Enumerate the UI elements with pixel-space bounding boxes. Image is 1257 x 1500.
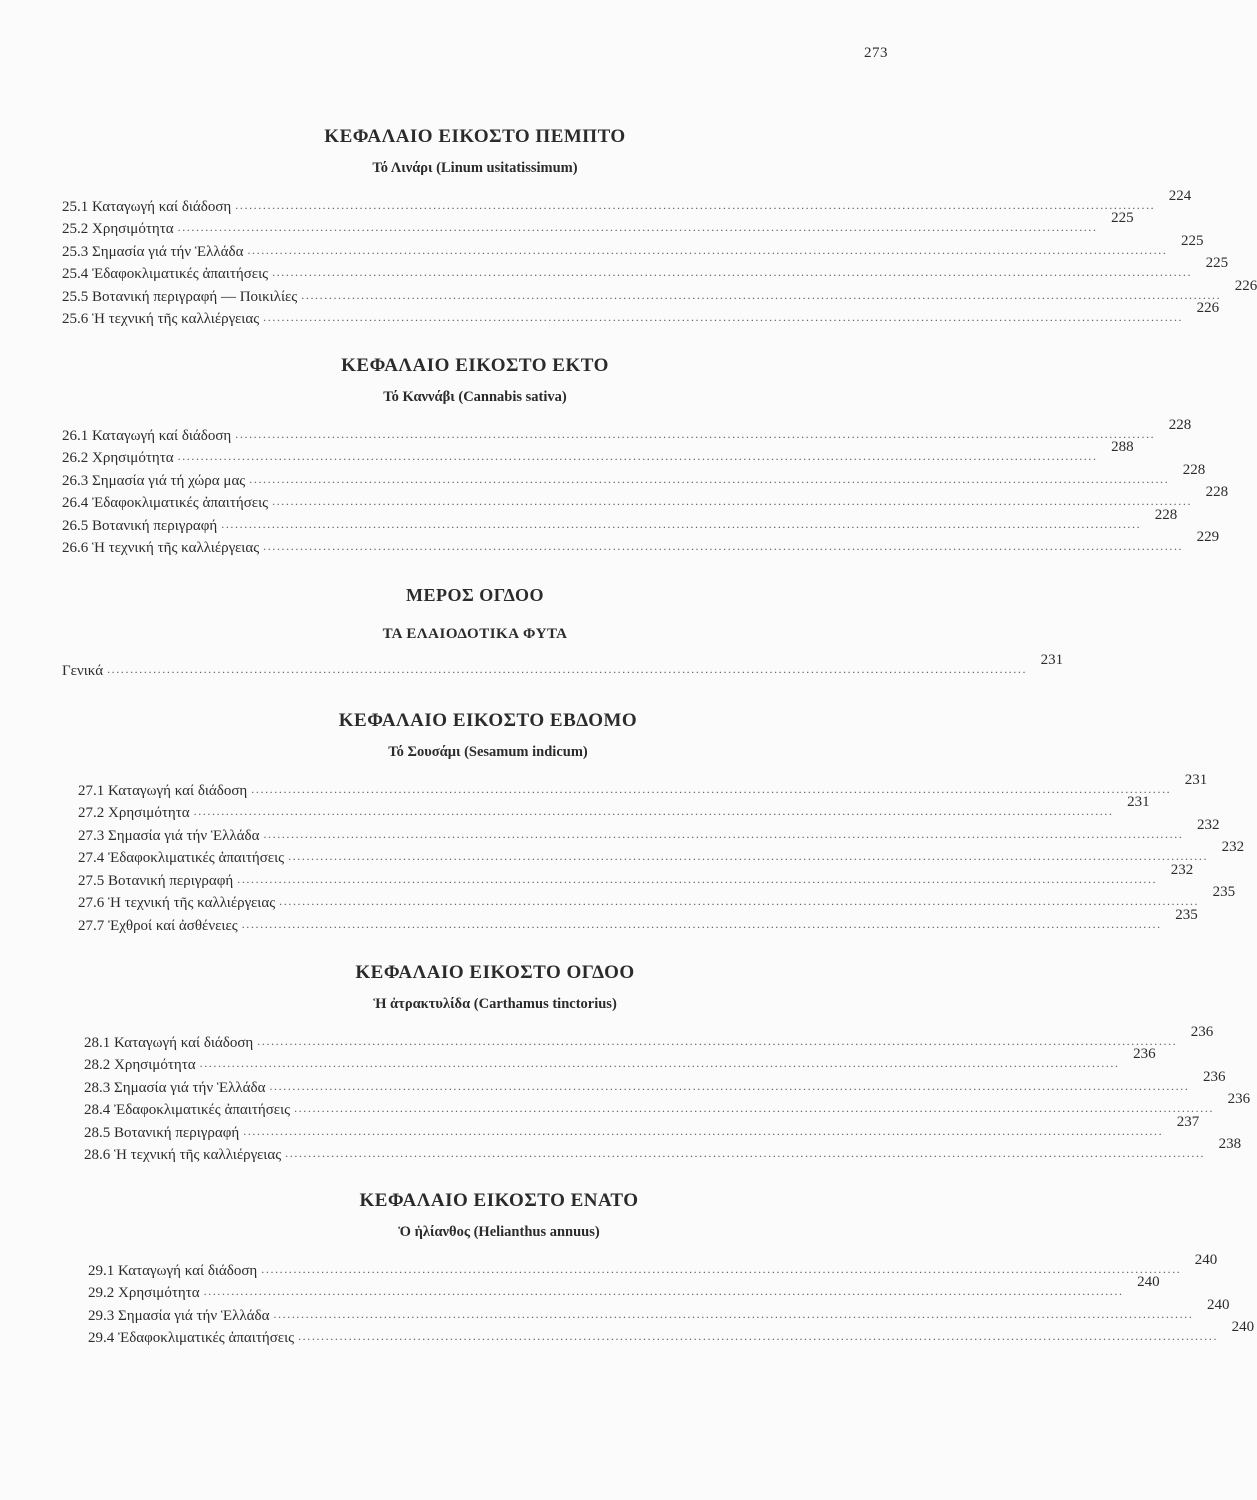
leader-dots: ........................................................................................................................................................................................................ — [177, 220, 1098, 234]
leader-dots: ........................................................................................................................................................................................................ — [107, 661, 1028, 676]
entry-page: 229 — [1196, 529, 1220, 545]
toc-entry[interactable] — [62, 439, 1134, 468]
entry-page: 228 — [1182, 461, 1206, 478]
toc-entry[interactable] — [88, 1296, 1230, 1325]
entry-page: 236 — [1133, 1046, 1156, 1062]
toc-entry[interactable] — [62, 484, 1229, 513]
toc-entry[interactable] — [78, 816, 1220, 845]
leader-dots: ........................................................................................................................................................................................................ — [235, 426, 1156, 441]
toc-entry[interactable] — [78, 884, 1236, 913]
entry-page: 237 — [1176, 1113, 1200, 1130]
chapter-title: ΚΕΦΑΛΑΙΟ ΕΙΚΟΣΤΟ ΟΓΔΟΟ — [355, 962, 635, 983]
entry-page: 288 — [1111, 439, 1134, 455]
leader-dots: ........................................................................................................................................................................................................ — [261, 1261, 1182, 1276]
entry-label: 25.1 Καταγωγή καί διάδοση — [62, 198, 232, 215]
leader-dots: ........................................................................................................................................................................................................ — [199, 1056, 1120, 1070]
entry-page: 232 — [1196, 816, 1220, 833]
entry-page: 235 — [1212, 884, 1236, 900]
toc-entry[interactable] — [62, 210, 1134, 239]
toc-entry[interactable] — [78, 861, 1194, 890]
entry-page: 224 — [1168, 187, 1192, 204]
chapter-29-section — [88, 1190, 1255, 1347]
entry-page: 240 — [1137, 1274, 1160, 1290]
chapter-subtitle: Τό Καννάβι (Cannabis sativa) — [383, 389, 567, 405]
chapter-entries — [84, 1023, 1251, 1164]
entry-label: 29.2 Χρησιμότητα — [88, 1285, 200, 1301]
toc-entry[interactable] — [78, 906, 1198, 935]
toc-entry[interactable] — [62, 300, 1220, 329]
chapter-title: ΚΕΦΑΛΑΙΟ ΕΙΚΟΣΤΟ ΕΒΔΟΜΟ — [338, 710, 638, 731]
part-entries — [62, 651, 1064, 680]
leader-dots: ........................................................................................................................................................................................................ — [257, 1033, 1178, 1048]
entry-page: 235 — [1175, 906, 1198, 923]
chapter-title: ΚΕΦΑΛΑΙΟ ΕΙΚΟΣΤΟ ΕΚΤΟ — [341, 355, 609, 376]
entry-label: 26.4 Ἐδαφοκλιματικές ἀπαιτήσεις — [62, 495, 269, 511]
toc-entry[interactable] — [62, 461, 1206, 490]
toc-entry[interactable] — [62, 651, 1064, 680]
chapter-25-section — [62, 126, 1257, 328]
entry-label: 26.6 Ἡ τεχνική τῆς καλλιέργειας — [62, 540, 260, 556]
entry-page: 236 — [1202, 1068, 1226, 1085]
leader-dots: ........................................................................................................................................................................................................ — [279, 894, 1200, 908]
leader-dots: ........................................................................................................................................................................................................ — [272, 265, 1193, 279]
leader-dots: ........................................................................................................................................................................................................ — [285, 1146, 1206, 1160]
leader-dots: ........................................................................................................................................................................................................ — [301, 287, 1222, 302]
toc-entry[interactable] — [84, 1091, 1251, 1120]
toc-entry[interactable] — [62, 255, 1229, 284]
leader-dots: ........................................................................................................................................................................................................ — [288, 849, 1209, 863]
toc-entry[interactable] — [62, 277, 1257, 306]
entry-page: 236 — [1227, 1091, 1251, 1107]
entry-label: 28.4 Ἐδαφοκλιματικές ἀπαιτήσεις — [84, 1102, 291, 1118]
toc-entry[interactable] — [88, 1274, 1160, 1303]
chapter-subtitle: Τό Λινάρι (Linum usitatissimum) — [372, 160, 578, 176]
chapter-27-section — [78, 710, 1245, 935]
toc-entry[interactable] — [78, 794, 1150, 823]
leader-dots: ........................................................................................................................................................................................................ — [221, 516, 1142, 531]
entry-page: 228 — [1168, 416, 1192, 433]
chapter-subtitle: Τό Σουσάμι (Sesamum indicum) — [388, 744, 588, 760]
entry-label: 29.4 Ἐδαφοκλιματικές ἀπαιτήσεις — [88, 1330, 295, 1346]
leader-dots: ........................................................................................................................................................................................................ — [269, 1078, 1190, 1093]
entry-label: 25.3 Σημασία γιά τήν Ἑλλάδα — [62, 243, 244, 260]
chapter-entries — [88, 1251, 1255, 1347]
part-subtitle: ΤΑ ΕΛΑΙΟΔΟΤΙΚΑ ΦΥΤΑ — [382, 626, 568, 642]
leader-dots: ........................................................................................................................................................................................................ — [247, 242, 1168, 257]
entry-label: 27.7 Ἐχθροί καί ἀσθένειες — [78, 917, 238, 934]
leader-dots: ........................................................................................................................................................................................................ — [251, 781, 1172, 796]
entry-label: 28.6 Ἡ τεχνική τῆς καλλιέργειας — [84, 1147, 282, 1163]
chapter-26-section — [62, 355, 1229, 557]
entry-label: 26.3 Σημασία γιά τή χώρα μας — [62, 472, 246, 489]
entry-label: 27.3 Σημασία γιά τήν Ἑλλάδα — [78, 827, 260, 844]
leader-dots: ........................................................................................................................................................................................................ — [237, 871, 1158, 886]
entry-page: 226 — [1196, 300, 1220, 316]
toc-entry[interactable] — [78, 771, 1208, 800]
entry-label: 28.1 Καταγωγή καί διάδοση — [84, 1034, 254, 1051]
leader-dots: ........................................................................................................................................................................................................ — [235, 197, 1156, 212]
entry-label: Γενικά — [62, 662, 104, 679]
entry-page: 236 — [1190, 1023, 1214, 1040]
entry-label: 28.5 Βοτανική περιγραφή — [84, 1124, 240, 1141]
toc-entry[interactable] — [84, 1023, 1214, 1052]
leader-dots: ........................................................................................................................................................................................................ — [298, 1329, 1219, 1343]
entry-label: 25.2 Χρησιμότητα — [62, 221, 174, 237]
entry-label: 27.4 Ἐδαφοκλιματικές ἀπαιτήσεις — [78, 850, 285, 866]
leader-dots: ........................................................................................................................................................................................................ — [249, 471, 1170, 486]
leader-dots: ........................................................................................................................................................................................................ — [294, 1101, 1215, 1115]
toc-entry[interactable] — [62, 187, 1192, 216]
toc-entry[interactable] — [62, 416, 1192, 445]
chapter-subtitle: Ὁ ἡλίανθος (Helianthus annuus) — [398, 1224, 600, 1240]
chapter-subtitle: Ἡ ἀτρακτυλίδα (Carthamus tinctorius) — [373, 996, 617, 1012]
entry-page: 240 — [1194, 1251, 1218, 1268]
part-8-section — [62, 585, 1064, 680]
toc-entry[interactable] — [88, 1319, 1255, 1348]
chapter-entries — [62, 187, 1257, 328]
entry-page: 225 — [1180, 232, 1204, 249]
leader-dots: ........................................................................................................................................................................................................ — [241, 916, 1162, 931]
leader-dots: ........................................................................................................................................................................................................ — [243, 1123, 1164, 1138]
chapter-title: ΚΕΦΑΛΑΙΟ ΕΙΚΟΣΤΟ ΠΕΜΠΤΟ — [324, 126, 626, 147]
entry-label: 28.3 Σημασία γιά τήν Ἑλλάδα — [84, 1079, 266, 1096]
entry-label: 27.6 Ἡ τεχνική τῆς καλλιέργειας — [78, 895, 276, 911]
entry-label: 27.5 Βοτανική περιγραφή — [78, 872, 234, 889]
chapter-title: ΚΕΦΑΛΑΙΟ ΕΙΚΟΣΤΟ ΕΝΑΤΟ — [359, 1190, 639, 1211]
toc-entry[interactable] — [78, 839, 1245, 868]
entry-page: 231 — [1040, 651, 1064, 668]
leader-dots: ........................................................................................................................................................................................................ — [203, 1284, 1124, 1298]
leader-dots: ........................................................................................................................................................................................................ — [263, 310, 1184, 324]
entry-label: 29.1 Καταγωγή καί διάδοση — [88, 1262, 258, 1279]
chapter-28-section — [84, 962, 1251, 1164]
entry-page: 231 — [1127, 794, 1150, 810]
toc-entry[interactable] — [84, 1113, 1200, 1142]
toc-entry[interactable] — [62, 506, 1178, 535]
entry-label: 26.1 Καταγωγή καί διάδοση — [62, 427, 232, 444]
entry-label: 27.2 Χρησιμότητα — [78, 805, 190, 821]
leader-dots: ........................................................................................................................................................................................................ — [263, 539, 1184, 553]
leader-dots: ........................................................................................................................................................................................................ — [272, 494, 1193, 508]
toc-entry[interactable] — [84, 1136, 1242, 1165]
entry-label: 25.4 Ἐδαφοκλιματικές ἀπαιτήσεις — [62, 266, 269, 282]
entry-label: 26.5 Βοτανική περιγραφή — [62, 517, 218, 534]
entry-page: 238 — [1218, 1136, 1242, 1152]
entry-page: 225 — [1205, 255, 1229, 271]
entry-label: 28.2 Χρησιμότητα — [84, 1057, 196, 1073]
entry-page: 240 — [1231, 1319, 1255, 1335]
entry-page: 228 — [1205, 484, 1229, 500]
entry-page: 226 — [1234, 277, 1257, 294]
chapter-entries — [78, 771, 1245, 935]
entry-page: 228 — [1154, 506, 1178, 523]
toc-entry[interactable] — [62, 232, 1204, 261]
leader-dots: ........................................................................................................................................................................................................ — [263, 826, 1184, 841]
part-title: ΜΕΡΟΣ ΟΓΔΟΟ — [406, 585, 544, 605]
entry-page: 231 — [1184, 771, 1208, 788]
entry-label: 26.2 Χρησιμότητα — [62, 450, 174, 466]
entry-page: 232 — [1170, 861, 1194, 878]
entry-label: 25.6 Ἡ τεχνική τῆς καλλιέργειας — [62, 311, 260, 327]
toc-entry[interactable] — [84, 1046, 1156, 1075]
page-number: 273 — [864, 45, 888, 61]
chapter-entries — [62, 416, 1229, 557]
leader-dots: ........................................................................................................................................................................................................ — [193, 804, 1114, 818]
toc-entry[interactable] — [62, 529, 1220, 558]
entry-page: 232 — [1221, 839, 1245, 855]
leader-dots: ........................................................................................................................................................................................................ — [273, 1306, 1194, 1321]
entry-page: 240 — [1206, 1296, 1230, 1313]
entry-label: 25.5 Βοτανική περιγραφή — Ποικιλίες — [62, 288, 298, 305]
toc-entry[interactable] — [84, 1068, 1226, 1097]
entry-label: 27.1 Καταγωγή καί διάδοση — [78, 782, 248, 799]
toc-entry[interactable] — [88, 1251, 1218, 1280]
entry-label: 29.3 Σημασία γιά τήν Ἑλλάδα — [88, 1307, 270, 1324]
leader-dots: ........................................................................................................................................................................................................ — [177, 449, 1098, 463]
entry-page: 225 — [1111, 210, 1134, 226]
